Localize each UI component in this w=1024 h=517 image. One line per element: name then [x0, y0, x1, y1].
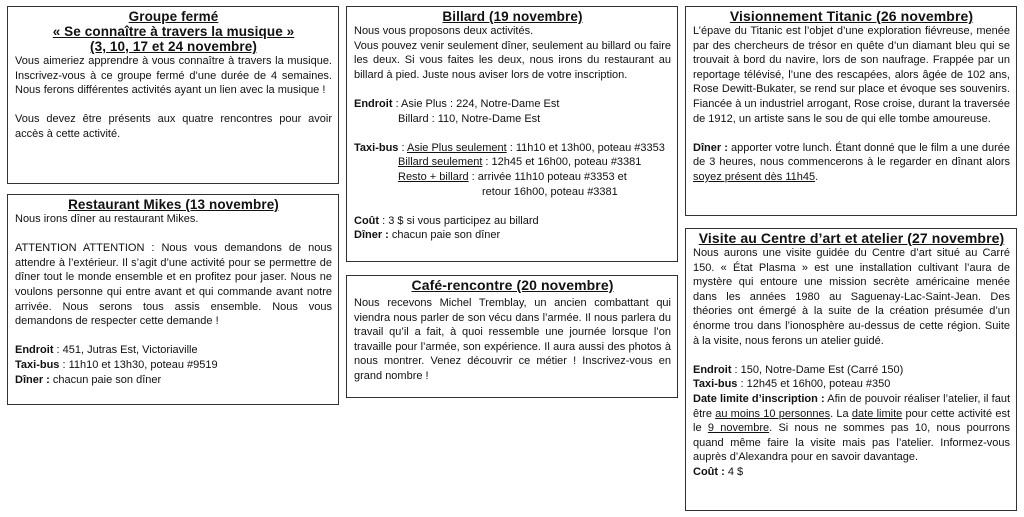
centre-paragraph: Nous aurons une visite guidée du Centre d’art situé au Carré 150. « État Plasma » est une installation cultivant l’aura de mystère qui entoure une mission secrète américaine menée dans les années 1980 au Saguenay-Lac-Saint-Jean. Des théories ont émergé à la suite de la création présumée d’un énorme trou dans l’ionosphère au-dessus de cette région. Suite à la visite, nous ferons un atelier guidé.: [693, 247, 1010, 347]
cafe-title: Café-rencontre (20 novembre): [411, 277, 614, 293]
billard-endroit: Endroit : Asie Plus : 224, Notre-Dame Est: [354, 97, 560, 110]
billard-diner: Dîner : chacun paie son dîner: [354, 229, 501, 242]
mikes-diner: Dîner : chacun paie son dîner: [15, 373, 162, 386]
billard-box: [346, 6, 678, 262]
billard-title: Billard (19 novembre): [442, 9, 583, 24]
mikes-taxi: Taxi-bus : 11h10 et 13h30, poteau #9519: [15, 358, 218, 371]
titanic-title: Visionnement Titanic (26 novembre): [729, 8, 974, 24]
billard-paragraph-1: Nous vous proposons deux activités.: [354, 25, 534, 37]
centre-endroit: Endroit : 150, Notre-Dame Est (Carré 150): [693, 363, 904, 376]
groupe-subtitle: « Se connaître à travers la musique »: [52, 24, 295, 39]
groupe-dates: (3, 10, 17 et 24 novembre): [90, 39, 257, 54]
centre-title: Visite au Centre d’art et atelier (27 novembre): [698, 230, 1005, 246]
centre-taxi: Taxi-bus : 12h45 et 16h00, poteau #350: [693, 378, 891, 391]
billard-paragraph-2: Vous pouvez venir seulement dîner, seulement au billard ou faire les deux. Si vous faites les deux, nous irons du restaurant au billard à pied. Juste nous aviser lors de votre inscription.: [354, 39, 671, 81]
titanic-paragraph: L’épave du Titanic est l’objet d’une exploration fiévreuse, menée par des chercheurs de trésor en quête d’un diamant bleu qui se trouvait à bord du navire, lors de son naufrage. Frappée par un reportage télévisé, l’une des rescapées, alors âgée de 102 ans, Rose Dewitt-Bukater, se rend sur place et évoque ses souvenirs. Fiancée à un industriel arrogant, Rose croise, durant la traversée de 1912, un artiste sans le sou de qui elle tombe amoureuse.: [693, 25, 1010, 125]
groupe-title: Groupe fermé: [128, 9, 219, 24]
mikes-title: Restaurant Mikes (13 novembre): [68, 197, 279, 212]
mikes-box: [7, 194, 339, 405]
groupe-ferme-box: [7, 6, 339, 184]
mikes-paragraph-2: ATTENTION ATTENTION : Nous vous demandons de nous attendre à l’extérieur. Il s’agit d’une activité pour se permettre de dîner tout le monde ensemble et en profitez pour jaser. Nous ne voulons personne qui entre avant et qui commande avant notre arrivée. Nous serons tous assis ensemble. Nous vous demandons de respecter cette demande !: [15, 242, 332, 328]
centre-cout: Coût : 4 $: [693, 465, 744, 478]
titanic-diner: Dîner : apporter votre lunch. Étant donné que le film a une durée de 3 heures, nous commencerons à le regarder en dînant alors soyez présent dès 11h45.: [693, 141, 1011, 183]
centre-date-limite: Date limite d’inscription : Afin de pouvoir réaliser l’atelier, il faut être au moins 10 personnes. La date limite pour cette activité est le 9 novembre. Si nous ne sommes pas 10, nous pourrons quand même faire la visite mais pas l’atelier. Informez-vous auprès d’Alexandra pour en savoir davantage.: [693, 392, 1011, 464]
billard-endroit-2: Billard : 110, Notre-Dame Est: [398, 112, 541, 125]
mikes-paragraph-1: Nous irons dîner au restaurant Mikes.: [15, 213, 199, 225]
cafe-paragraph: Nous recevons Michel Tremblay, un ancien combattant qui viendra nous parler de son vécu dans l’armée. Il nous parlera du travail qu’il a fait, à quoi ressemble une journée lorsque l’on travaille pour l’armée, son expérience. Il aura aussi des photos à nous montrer. Venez découvrir ce métier ! Inscrivez-vous en grand nombre !: [354, 297, 671, 382]
titanic-box: [685, 6, 1017, 216]
billard-taxi-3: Resto + billard : arrivée 11h10 poteau #3353 et: [398, 170, 627, 183]
billard-taxi-2: Billard seulement : 12h45 et 16h00, poteau #3381: [398, 156, 642, 169]
mikes-endroit: Endroit : 451, Jutras Est, Victoriaville: [15, 344, 198, 357]
cafe-box: [346, 275, 678, 398]
billard-cout: Coût : 3 $ si vous participez au billard: [354, 214, 539, 227]
billard-taxi-1: Taxi-bus : Asie Plus seulement : 11h10 et 13h00, poteau #3353: [354, 141, 665, 154]
groupe-paragraph-2: Vous devez être présents aux quatre rencontres pour avoir accès à cette activité.: [15, 113, 332, 140]
billard-taxi-4: retour 16h00, poteau #3381: [482, 185, 618, 198]
centre-art-box: [685, 228, 1017, 511]
groupe-paragraph-1: Vous aimeriez apprendre à vous connaître à travers la musique. Inscrivez-vous à ce groupe fermé d’une durée de 4 semaines. Nous ferons différentes activités ayant un lien avec la musique !: [15, 55, 332, 97]
